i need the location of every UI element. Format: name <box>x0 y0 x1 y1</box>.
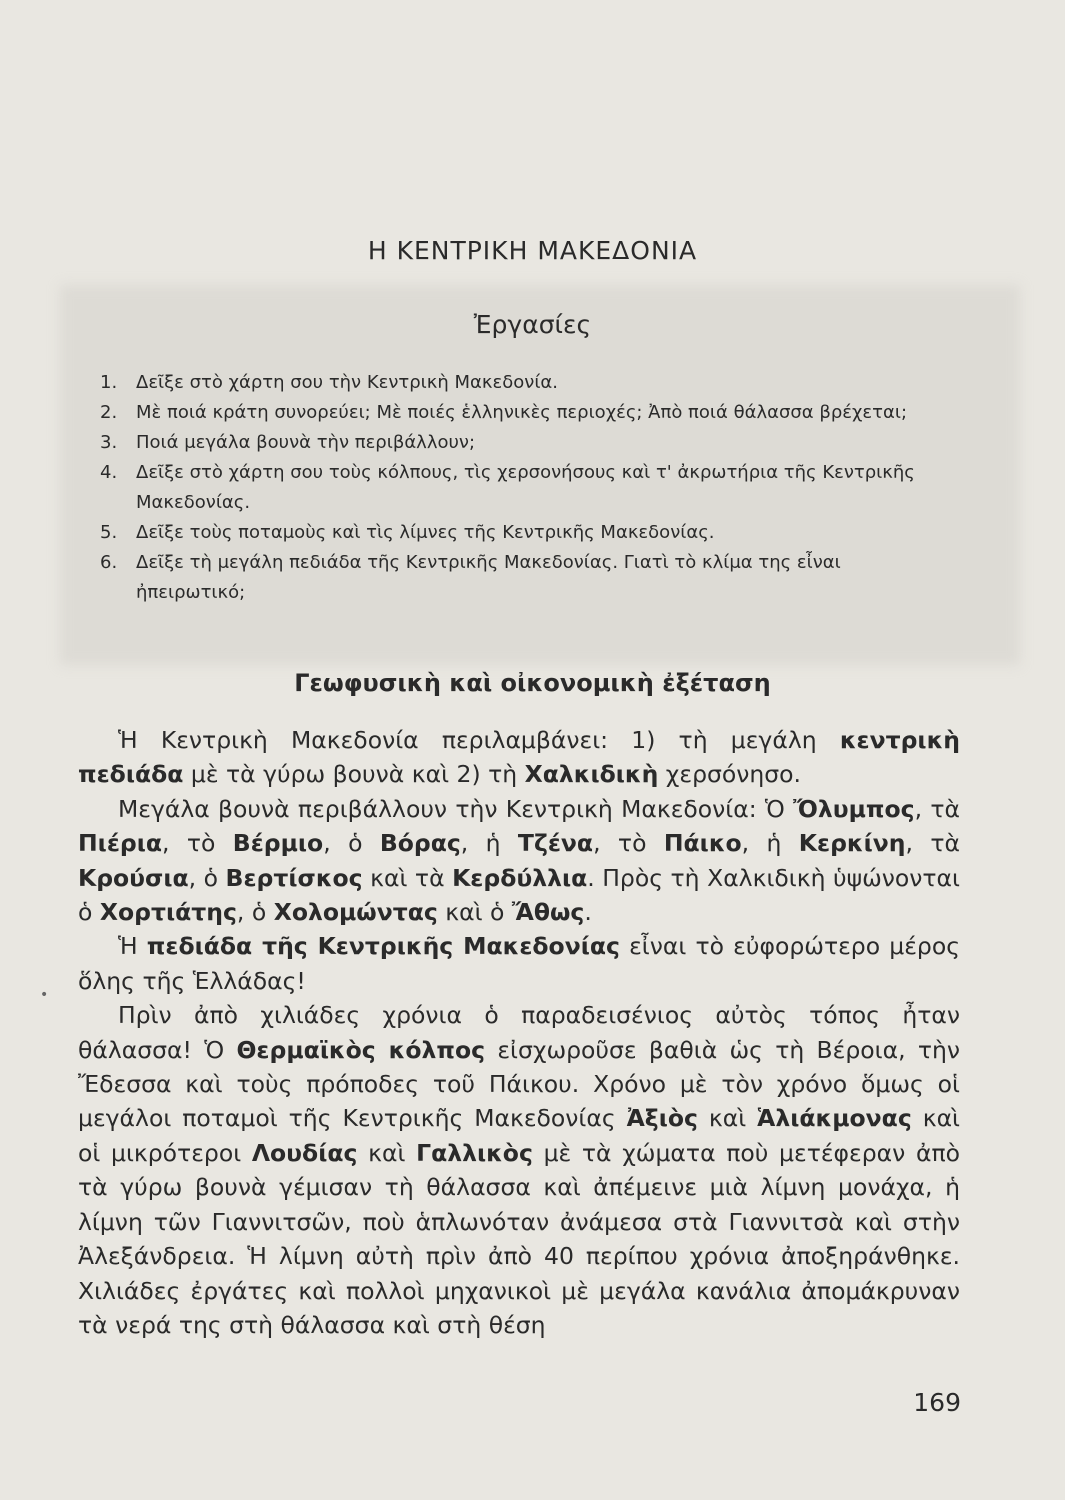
text-run: μὲ τὰ χώματα ποὺ μετέφεραν ἀπὸ τὰ γύρω βουνὰ γέμισαν τὴ θάλασσα καὶ ἀπέμεινε μιὰ λίμνη μονάχα, ἡ λίμνη τῶν Γιαννιτσῶν, ποὺ ἁπλωνόταν ἀνάμεσα στὰ Γιαννιτσὰ καὶ στὴν Ἀλεξάνδρεια. Ἡ λίμνη αὐτὴ πρὶν ἀπὸ 40 περίπου χρόνια ἀποξηράνθηκε. Χιλιάδες ἐργάτες καὶ πολλοὶ μηχανικοὶ μὲ μεγάλα κανάλια ἀπομάκρυναν τὰ νερά της στὴ θάλασσα καὶ στὴ θέση <box>78 1138 960 1339</box>
section-heading: Γεωφυσικὴ καὶ οἰκονομικὴ ἐξέταση <box>294 669 771 697</box>
bold-term: Βόρας <box>379 829 461 858</box>
item-number: 3. <box>100 432 118 453</box>
list-item <box>100 518 930 548</box>
bold-term: Χορτιάτης <box>99 898 237 927</box>
item-number: 4. <box>100 462 118 483</box>
paragraph-3 <box>78 929 960 998</box>
item-text: Δεῖξε τὴ μεγάλη πεδιάδα τῆς Κεντρικῆς Μακεδονίας. Γιατὶ τὸ κλίμα της εἶναι ἠπειρωτικό; <box>136 552 841 603</box>
text-run: , ὁ <box>188 863 226 892</box>
item-text: Δεῖξε τοὺς ποταμοὺς καὶ τὶς λίμνες τῆς Κεντρικῆς Μακεδονίας. <box>136 522 715 543</box>
item-number: 1. <box>100 372 118 393</box>
text-run: , τὸ <box>162 829 233 858</box>
paragraph-1 <box>78 723 960 792</box>
item-text: Ποιά μεγάλα βουνὰ τὴν περιβάλλουν; <box>136 432 476 453</box>
item-number: 5. <box>100 522 118 543</box>
text-run: Ἡ <box>118 932 147 961</box>
bold-term: Χολομώντας <box>273 898 438 927</box>
exercises-heading: Ἐργασίες <box>473 310 592 339</box>
exercise-list <box>100 368 930 608</box>
bold-term: Πάικο <box>663 829 742 858</box>
page-number: 169 <box>913 1388 961 1417</box>
text-run: , ὁ <box>236 898 274 927</box>
bold-term: Χαλκιδικὴ <box>524 760 659 789</box>
text-run: καὶ <box>697 1104 758 1133</box>
item-text: Δεῖξε στὸ χάρτη σου τὴν Κεντρικὴ Μακεδονία. <box>136 372 559 393</box>
text-run: . Πρὸς τὴ Χαλκιδικὴ ὑψώνονται ὁ <box>78 863 960 927</box>
bold-term: Βέρμιο <box>232 829 324 858</box>
bold-term: Πιέρια <box>78 829 163 858</box>
text-run: εἰσχωροῦσε βαθιὰ ὡς τὴ Βέροια, τὴν Ἔδεσσα καὶ τοὺς πρόποδες τοῦ Πάικου. Χρόνο μὲ τὸν χρόνο ὅμως οἱ μεγάλοι ποταμοὶ τῆς Κεντρικῆς Μακεδονίας <box>78 1035 960 1133</box>
margin-dot: • <box>40 987 49 1003</box>
list-item <box>100 458 930 518</box>
text-run: , ὁ <box>323 829 380 858</box>
text-run: . <box>584 898 592 927</box>
bold-term: Λουδίας <box>251 1138 358 1167</box>
text-run: καὶ <box>357 1138 417 1167</box>
list-item <box>100 368 930 398</box>
bold-term: Κρούσια <box>78 863 189 892</box>
text-run: , τὰ <box>905 829 960 858</box>
text-run: χερσόνησο. <box>658 760 802 789</box>
bold-term: πεδιάδα τῆς Κεντρικῆς Μακεδονίας <box>146 932 620 961</box>
bold-term: κεντρικὴ πεδιάδα <box>78 726 960 789</box>
text-run: , ἡ <box>460 829 518 858</box>
page-title: Η ΚΕΝΤΡΙΚΗ ΜΑΚΕΔΟΝΙΑ <box>367 236 698 265</box>
paragraph-4 <box>78 998 960 1342</box>
text-run: , τὸ <box>593 829 664 858</box>
bold-term: Ἄθως <box>511 898 585 927</box>
text-run: εἶναι τὸ εὐφορώτερο μέρος ὅλης τῆς Ἑλλάδας! <box>78 932 960 995</box>
text-run: καὶ τὰ <box>362 863 453 892</box>
bold-term: Βερτίσκος <box>225 863 363 892</box>
bold-term: Ἀξιὸς <box>626 1104 698 1133</box>
bold-term: Κερδύλλια <box>452 863 588 892</box>
item-number: 6. <box>100 552 118 573</box>
paragraph-2 <box>78 792 960 930</box>
bold-term: Ὄλυμπος <box>793 794 915 823</box>
item-text: Δεῖξε στὸ χάρτη σου τοὺς κόλπους, τὶς χερσονήσους καὶ τ' ἀκρωτήρια τῆς Κεντρικῆς Μακεδονίας. <box>136 462 915 513</box>
bold-term: Ἁλιάκμονας <box>757 1104 912 1133</box>
list-item <box>100 428 930 458</box>
text-run: , ἡ <box>741 829 799 858</box>
bold-term: Θερμαϊκὸς κόλπος <box>236 1035 486 1064</box>
text-run: Πρὶν ἀπὸ χιλιάδες χρόνια ὁ παραδεισένιος αὐτὸς τόπος ἦταν θάλασσα! Ὁ <box>78 1001 960 1064</box>
list-item <box>100 398 930 428</box>
text-run: Μεγάλα βουνὰ περιβάλλουν τὴν Κεντρικὴ Μακεδονία: Ὁ <box>118 794 794 823</box>
bold-term: Γαλλικὸς <box>416 1138 533 1167</box>
text-run: μὲ τὰ γύρω βουνὰ καὶ 2) τὴ <box>183 760 525 789</box>
text-run: Ἡ Κεντρικὴ Μακεδονία περιλαμβάνει: 1) τὴ μεγάλη <box>118 726 840 754</box>
body-text <box>78 723 960 1342</box>
list-item <box>100 548 930 608</box>
bold-term: Τζένα <box>517 829 594 858</box>
item-number: 2. <box>100 402 118 423</box>
text-run: καὶ οἱ μικρότεροι <box>78 1104 961 1167</box>
item-text: Μὲ ποιά κράτη συνορεύει; Μὲ ποιές ἑλληνικὲς περιοχές; Ἀπὸ ποιά θάλασσα βρέχεται; <box>136 402 908 423</box>
bold-term: Κερκίνη <box>798 829 906 858</box>
text-run: , τὰ <box>914 794 960 823</box>
text-run: καὶ ὁ <box>437 898 512 927</box>
